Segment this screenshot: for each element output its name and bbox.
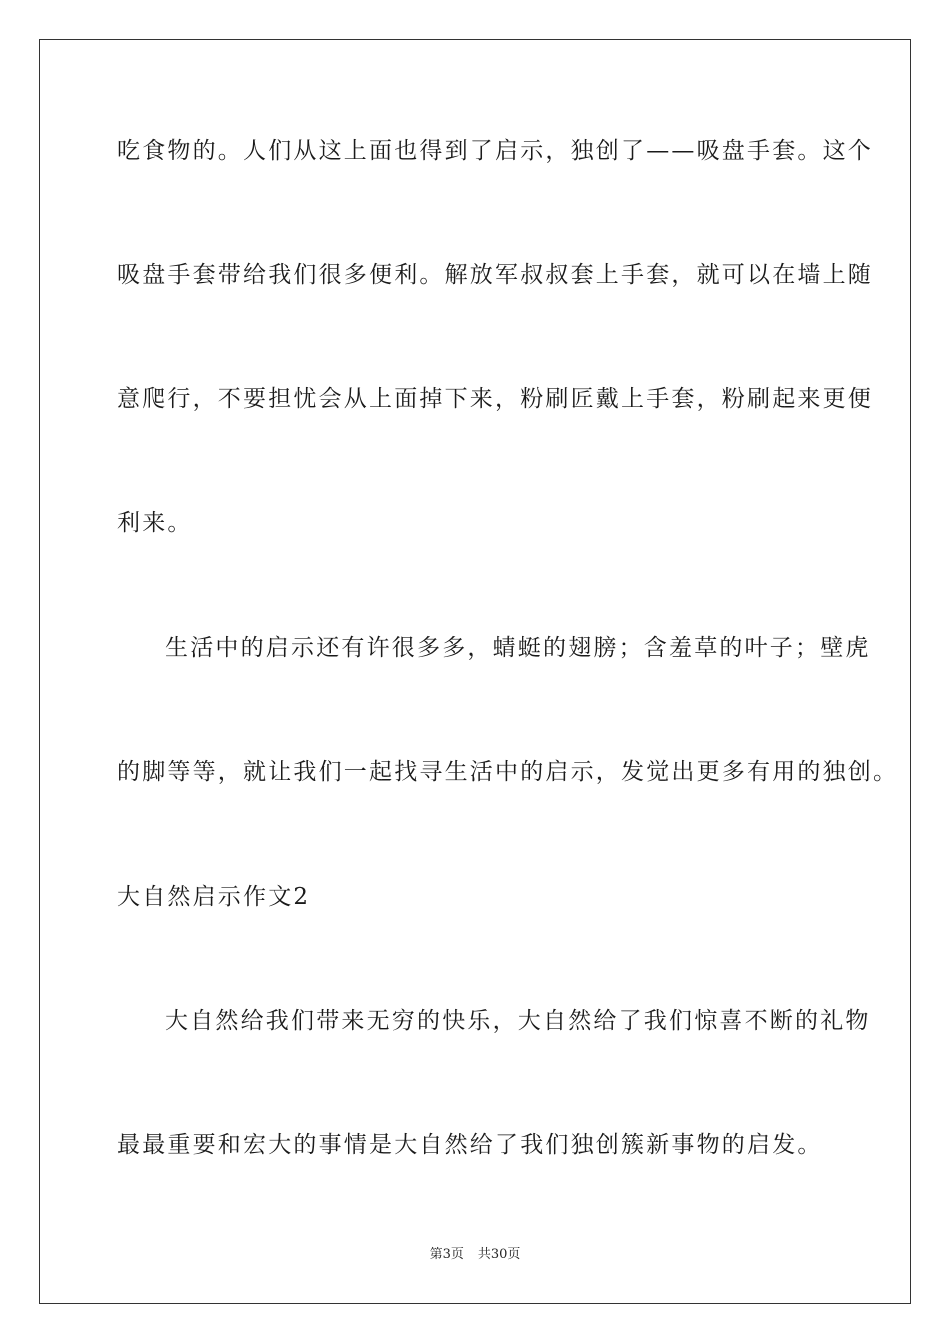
paragraph-line-5: 生活中的启示还有许很多多，蜻蜓的翅膀；含羞草的叶子；壁虎 xyxy=(165,635,871,661)
paragraph-line-8: 最最重要和宏大的事情是大自然给了我们独创簇新事物的启发。 xyxy=(117,1132,823,1158)
page-number: 第3页 xyxy=(429,1247,464,1262)
paragraph-line-1: 吃食物的。人们从这上面也得到了启示，独创了——吸盘手套。这个 xyxy=(117,138,873,164)
paragraph-line-6: 的脚等等，就让我们一起找寻生活中的启示，发觉出更多有用的独创。 xyxy=(117,759,899,785)
page-total: 共30页 xyxy=(477,1247,521,1262)
paragraph-line-3: 意爬行，不要担忧会从上面掉下来，粉刷匠戴上手套，粉刷起来更便 xyxy=(117,386,873,412)
section-heading: 大自然启示作文2 xyxy=(117,884,311,910)
page-border xyxy=(39,39,911,1304)
paragraph-line-4: 利来。 xyxy=(117,510,193,536)
paragraph-line-2: 吸盘手套带给我们很多便利。解放军叔叔套上手套，就可以在墙上随 xyxy=(117,262,873,288)
paragraph-line-7: 大自然给我们带来无穷的快乐，大自然给了我们惊喜不断的礼物 xyxy=(165,1008,871,1034)
page-footer xyxy=(0,1246,950,1264)
